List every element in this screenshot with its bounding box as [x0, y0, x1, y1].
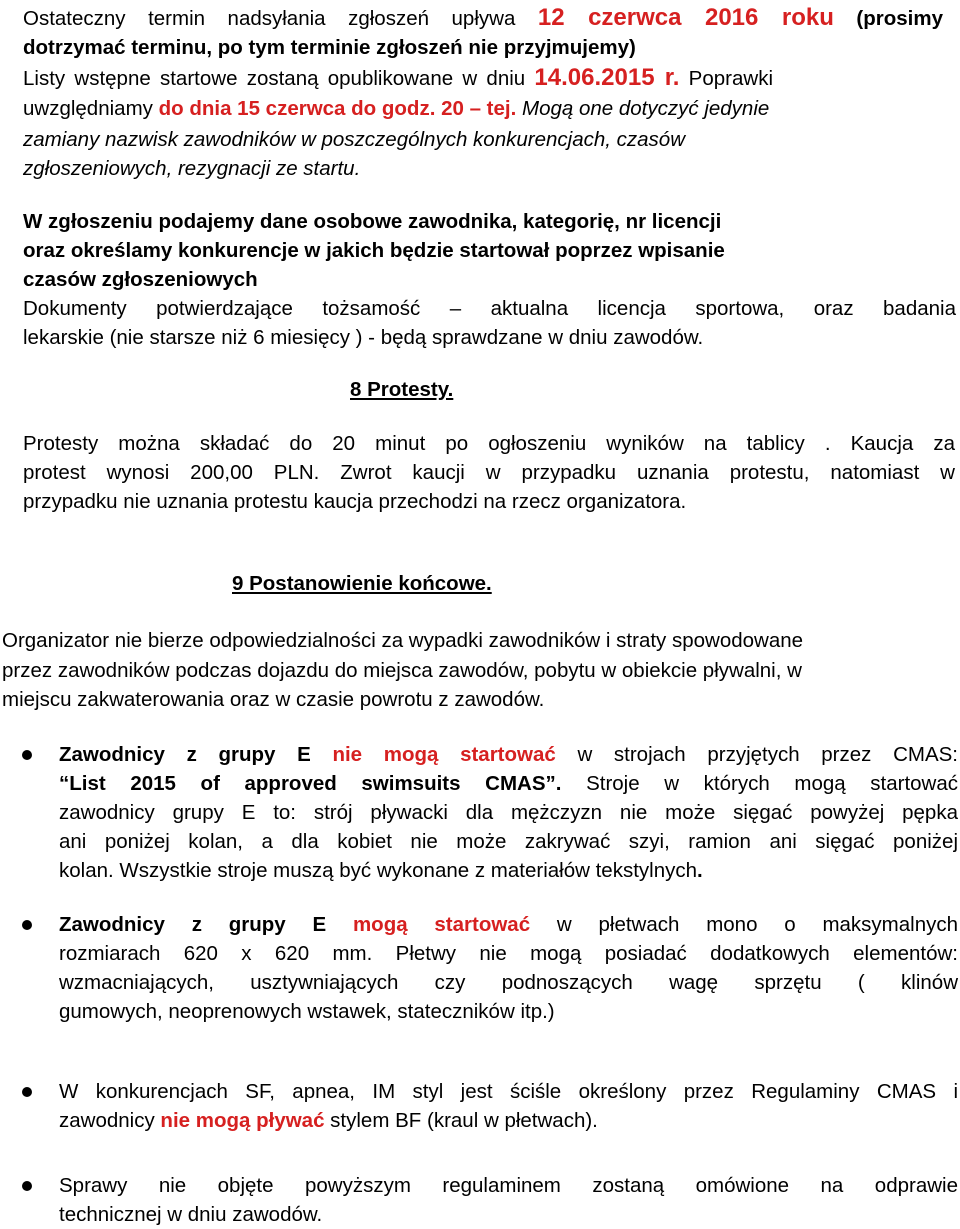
group-e-label: Zawodnicy z grupy E	[59, 743, 333, 766]
swimsuit-rule-text: w strojach przyjętych przez CMAS:	[555, 743, 958, 766]
swimsuit-rule-line-3: zawodnicy grupy E to: strój pływacki dla mężczyzn nie może sięgać powyżej pępka	[59, 801, 958, 824]
final-provisions-line-1: Organizator nie bierze odpowiedzialności za wypadki zawodników i straty spowodowane	[2, 629, 804, 652]
startlist-text: Listy wstępne startowe zostaną opublikowane w dniu	[23, 67, 535, 90]
final-provisions-line-2: przez zawodników podczas dojazdu do miejsca zawodów, pobytu w obiekcie pływalni, w	[2, 659, 802, 682]
bullet-dot	[22, 1087, 32, 1097]
cannot-start-label: nie mogą startować	[332, 743, 556, 766]
can-start-label: mogą startować	[352, 913, 531, 936]
deadline-note-start: (prosimy	[833, 7, 943, 30]
protests-line-3: przypadku nie uznania protestu kaucja przechodzi na rzecz organizatora.	[23, 490, 687, 513]
entry-line-2: oraz określamy konkurencje w jakich będzie startował poprzez wpisanie	[23, 239, 725, 262]
fins-rule-text: w płetwach mono o maksymalnych	[530, 913, 959, 936]
corrections-line	[23, 94, 943, 123]
swimsuit-rule-line-2	[59, 769, 958, 798]
style-rule-text: zawodnicy	[59, 1109, 161, 1132]
corrections-text: uwzględniamy	[23, 97, 159, 120]
swimsuit-rule-end: kolan. Wszystkie stroje muszą być wykonane z materiałów tekstylnych	[59, 859, 698, 882]
swimsuit-rule-line-1	[59, 740, 958, 769]
entry-line-3: czasów zgłoszeniowych	[23, 268, 258, 291]
other-matters-line-2: technicznej w dniu zawodów.	[59, 1203, 323, 1226]
group-e-label: Zawodnicy z grupy E	[59, 913, 353, 936]
cannot-swim-label: nie mogą pływać	[160, 1109, 325, 1132]
final-provisions-line-3: miejscu zakwaterowania oraz w czasie powrotu z zawodów.	[2, 688, 545, 711]
corrections-label: Poprawki	[679, 67, 773, 90]
corrections-scope-line-2: zamiany nazwisk zawodników w poszczególnych konkurencjach, czasów	[23, 128, 685, 151]
other-matters-line-1: Sprawy nie objęte powyższym regulaminem zostaną omówione na odprawie	[59, 1174, 958, 1197]
protests-heading: 8 Protesty.	[350, 378, 454, 401]
fins-rule-line-4: gumowych, neoprenowych wstawek, stateczników itp.)	[59, 1000, 555, 1023]
protests-line-2: protest wynosi 200,00 PLN. Zwrot kaucji w przypadku uznania protestu, natomiast w	[23, 461, 955, 484]
deadline-text: Ostateczny termin nadsyłania zgłoszeń upływa	[23, 7, 538, 30]
protests-line-1: Protesty można składać do 20 minut po ogłoszeniu wyników na tablicy . Kaucja za	[23, 432, 955, 455]
deadline-date: 12 czerwca 2016 roku	[537, 4, 834, 31]
style-rule-line-1: W konkurencjach SF, apnea, IM styl jest ściśle określony przez Regulaminy CMAS i	[59, 1080, 958, 1103]
corrections-deadline: do dnia 15 czerwca do godz. 20 – tej.	[158, 97, 517, 120]
swimsuit-rule-line-5	[59, 856, 958, 885]
swimsuit-list-title: “List 2015 of approved swimsuits CMAS”.	[59, 772, 562, 795]
deadline-line-2: dotrzymać terminu, po tym terminie zgłoszeń nie przyjmujemy)	[23, 36, 636, 59]
swimsuit-rule-cont: Stroje w których mogą startować	[561, 772, 958, 795]
documents-line-2: lekarskie (nie starsze niż 6 miesięcy ) - będą sprawdzane w dniu zawodów.	[23, 326, 704, 349]
bullet-dot	[22, 1181, 32, 1191]
bullet-dot	[22, 920, 32, 930]
swimsuit-rule-period: .	[697, 859, 703, 882]
startlist-line	[23, 63, 773, 93]
style-rule-line-2	[59, 1106, 958, 1135]
style-rule-end: stylem BF (kraul w płetwach).	[324, 1109, 598, 1132]
deadline-line-1	[23, 3, 943, 33]
corrections-scope: Mogą one dotyczyć jedynie	[516, 97, 770, 120]
fins-rule-line-1	[59, 910, 958, 939]
bullet-dot	[22, 750, 32, 760]
final-provisions-heading: 9 Postanowienie końcowe.	[232, 572, 492, 595]
startlist-date: 14.06.2015 r.	[534, 64, 680, 91]
documents-line-1: Dokumenty potwierdzające tożsamość – aktualna licencja sportowa, oraz badania	[23, 297, 956, 320]
corrections-scope-line-3: zgłoszeniowych, rezygnacji ze startu.	[23, 157, 361, 180]
fins-rule-line-2: rozmiarach 620 x 620 mm. Płetwy nie mogą posiadać dodatkowych elementów:	[59, 942, 958, 965]
swimsuit-rule-line-4: ani poniżej kolan, a dla kobiet nie może zakrywać szyi, ramion ani sięgać poniżej	[59, 830, 958, 853]
entry-line-1: W zgłoszeniu podajemy dane osobowe zawodnika, kategorię, nr licencji	[23, 210, 722, 233]
fins-rule-line-3: wzmacniających, usztywniających czy podnoszących wagę sprzętu ( klinów	[59, 971, 958, 994]
